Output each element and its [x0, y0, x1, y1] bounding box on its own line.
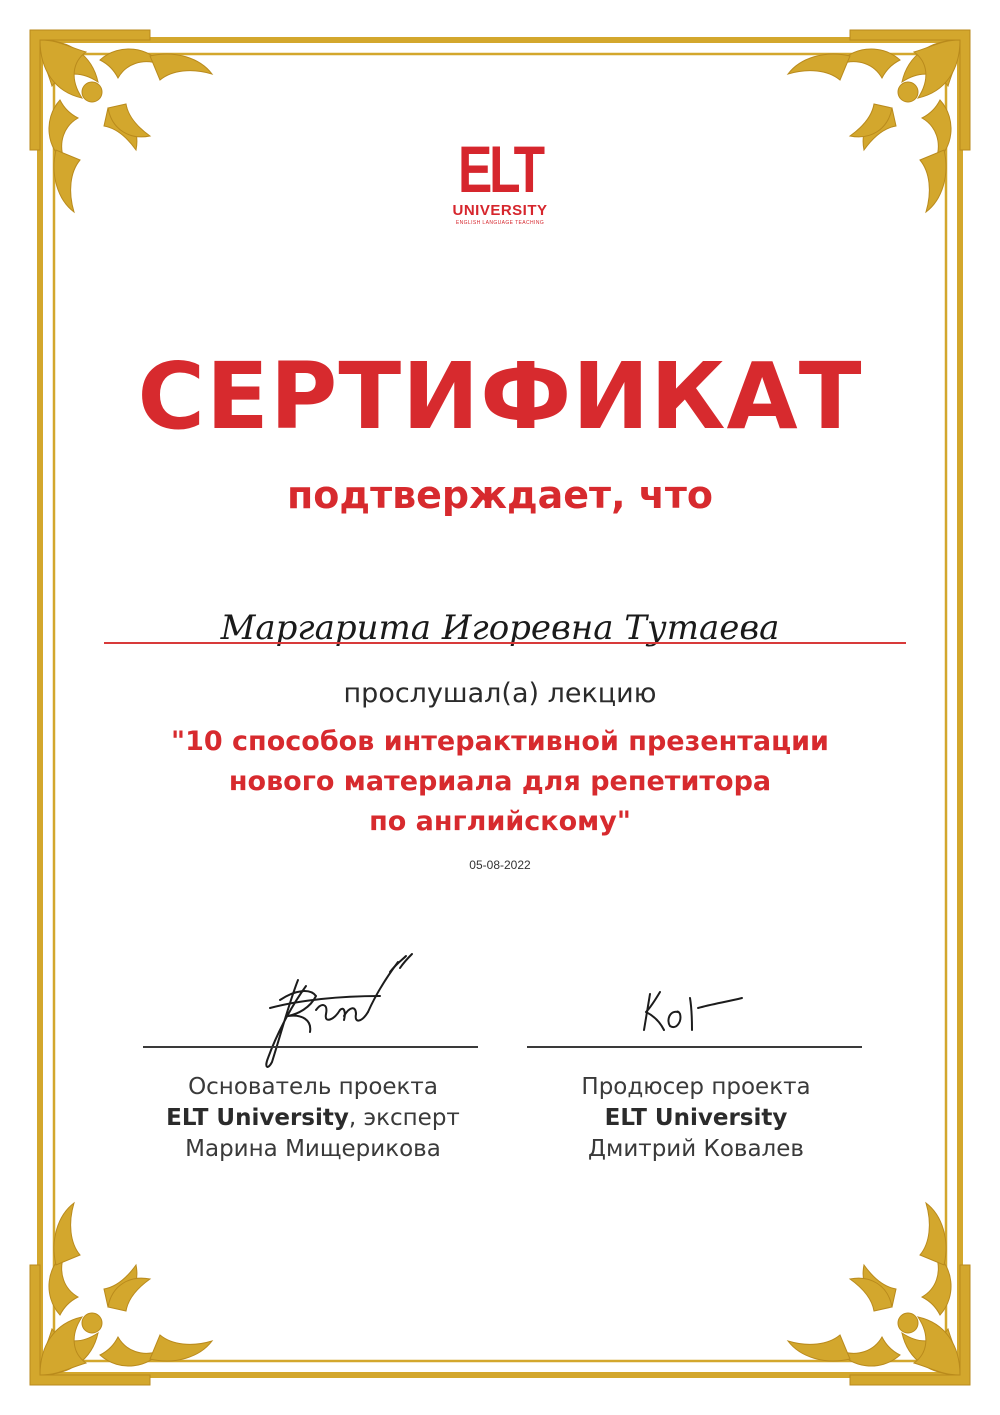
founder-block: [133, 1072, 493, 1165]
logo-tagline: ENGLISH LANGUAGE TEACHING: [455, 220, 545, 226]
logo-sub-text: UNIVERSITY: [452, 202, 548, 219]
founder-org: ELT University: [166, 1105, 349, 1131]
producer-role: Продюсер проекта: [581, 1074, 811, 1100]
certificate-title: СЕРТИФИКАТ: [137, 343, 863, 450]
producer-signature-line: [527, 1046, 862, 1048]
lecture-title: [80, 722, 920, 842]
producer-org: ELT University: [604, 1105, 788, 1131]
founder-role: Основатель проекта: [188, 1074, 438, 1100]
action-text: прослушал(а) лекцию: [343, 678, 657, 709]
lecture-title-line-1: "10 способов интерактивной презентации: [171, 726, 829, 757]
recipient-underline: [104, 642, 906, 644]
logo-main-text: ELT: [457, 132, 543, 206]
founder-signature-line: [143, 1046, 478, 1048]
founder-org-suffix: , эксперт: [348, 1105, 460, 1131]
founder-name: Марина Мищерикова: [185, 1136, 441, 1162]
producer-org-row: [516, 1103, 876, 1134]
producer-name: Дмитрий Ковалев: [588, 1136, 804, 1162]
lecture-title-line-3: по английскому": [369, 806, 631, 837]
recipient-name: Маргарита Игоревна Тутаева: [220, 608, 780, 648]
certificate-subtitle: подтверждает, что: [287, 473, 713, 517]
lecture-title-line-2: нового материала для репетитора: [228, 766, 772, 797]
certificate-date: 05-08-2022: [469, 858, 531, 872]
producer-signature: [630, 980, 760, 1040]
producer-block: [516, 1072, 876, 1165]
founder-signature: [250, 950, 420, 1080]
elt-university-logo: [430, 132, 570, 226]
founder-org-row: [133, 1103, 493, 1134]
